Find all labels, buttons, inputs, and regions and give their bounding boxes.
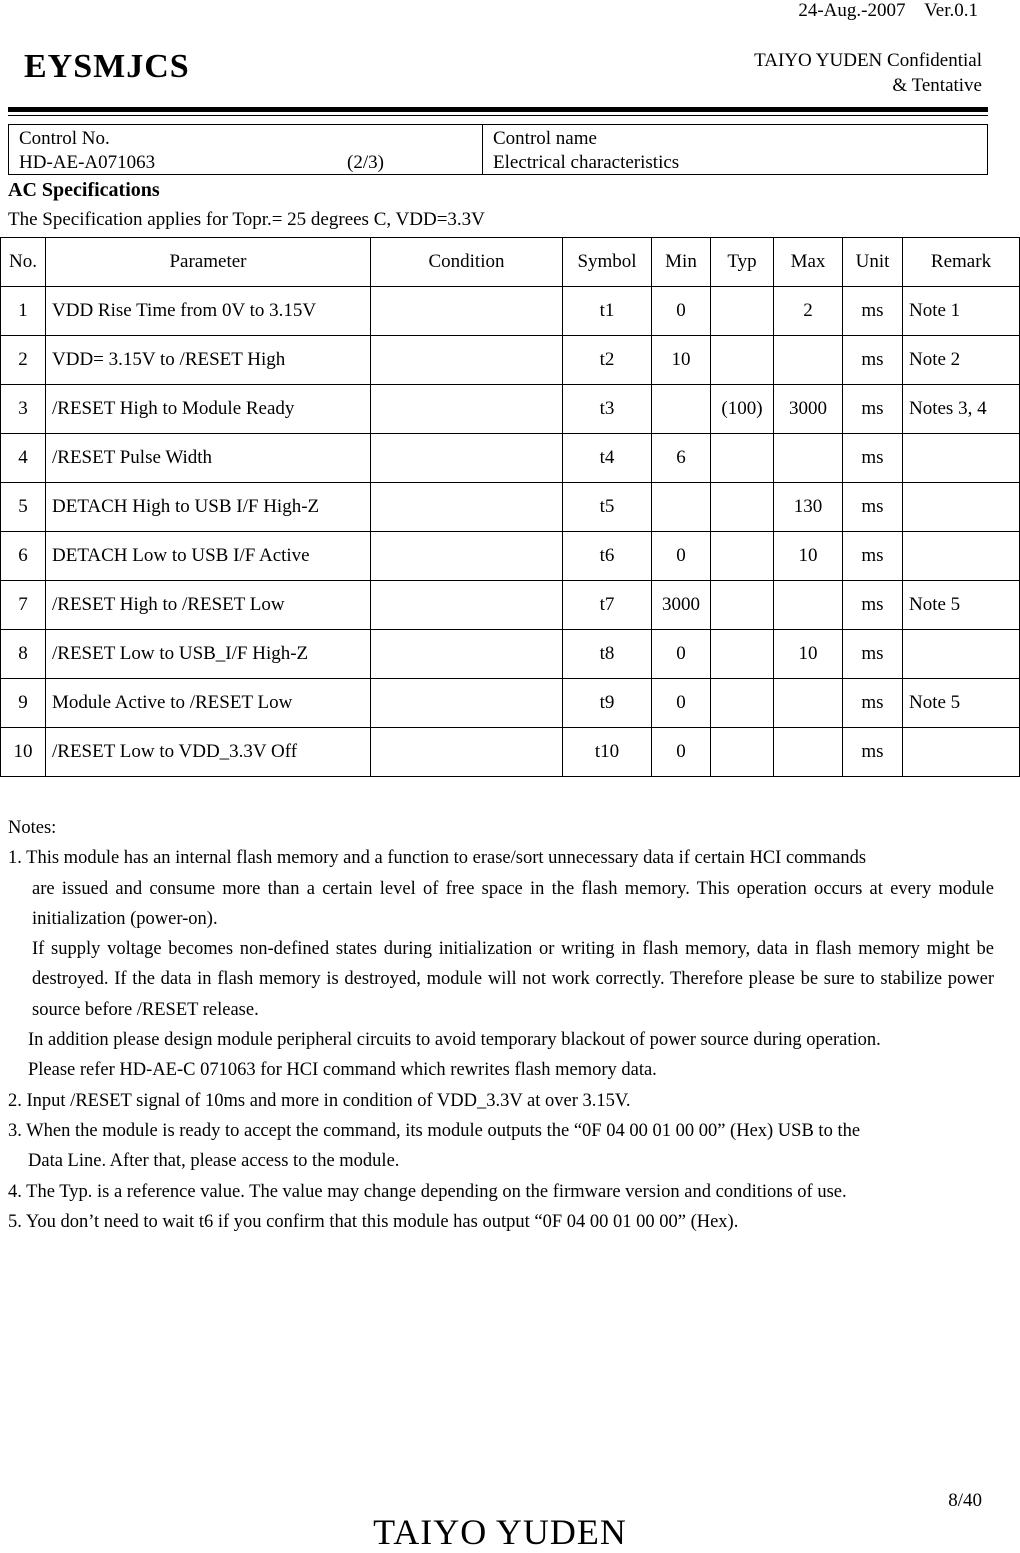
cell-condition (371, 581, 563, 630)
notes-section (8, 813, 994, 1237)
cell-condition (371, 385, 563, 434)
table-row (1, 385, 1020, 434)
confidential-line-2: & Tentative (892, 75, 982, 96)
header-unit: Unit (843, 238, 903, 287)
table-row (1, 483, 1020, 532)
cell-remark: Note 2 (903, 336, 1020, 385)
section-condition: The Specification applies for Topr.= 25 degrees C, VDD=3.3V (8, 209, 485, 230)
cell-condition (371, 728, 563, 777)
cell-max: 10 (774, 630, 843, 679)
cell-parameter: /RESET Low to USB_I/F High-Z (46, 630, 371, 679)
note-1-para-1: are issued and consume more than a certain level of free space in the flash memory. This operation occurs at every module initialization (power-on). (32, 878, 994, 929)
cell-symbol: t7 (563, 581, 652, 630)
cell-min: 3000 (652, 581, 711, 630)
confidential-notice (754, 48, 982, 98)
cell-unit: ms (843, 287, 903, 336)
note-3-line-1: 3. When the module is ready to accept the command, its module outputs the “0F 04 00 01 00 00” (Hex) USB to the (8, 1120, 861, 1141)
note-1-line-1: 1. This module has an internal flash memory and a function to erase/sort unnecessary data if certain HCI commands (8, 848, 867, 869)
cell-unit: ms (843, 434, 903, 483)
cell-unit: ms (843, 385, 903, 434)
cell-condition (371, 336, 563, 385)
document-date-version (798, 0, 978, 22)
cell-remark: Note 1 (903, 287, 1020, 336)
cell-no: 3 (1, 385, 46, 434)
cell-condition (371, 287, 563, 336)
cell-parameter: Module Active to /RESET Low (46, 679, 371, 728)
note-1-para-3: In addition please design module peripheral circuits to avoid temporary blackout of power source during operation. (28, 1030, 881, 1051)
cell-parameter: /RESET Pulse Width (46, 434, 371, 483)
cell-typ (711, 532, 774, 581)
cell-remark (903, 483, 1020, 532)
table-row (1, 581, 1020, 630)
cell-condition (371, 679, 563, 728)
table-header-row (1, 238, 1020, 287)
document-date: 24-Aug.-2007 (798, 0, 906, 21)
header-condition: Condition (371, 238, 563, 287)
page-number: 8/40 (948, 1490, 982, 1511)
header-remark: Remark (903, 238, 1020, 287)
header-rule-thin (8, 115, 988, 116)
note-2: 2. Input /RESET signal of 10ms and more in condition of VDD_3.3V at over 3.15V. (8, 1090, 631, 1111)
control-name-value: Electrical characteristics (493, 152, 680, 173)
cell-max (774, 679, 843, 728)
cell-parameter: /RESET High to Module Ready (46, 385, 371, 434)
cell-no: 7 (1, 581, 46, 630)
table-row (1, 679, 1020, 728)
cell-no: 6 (1, 532, 46, 581)
cell-typ (711, 483, 774, 532)
cell-unit: ms (843, 532, 903, 581)
cell-symbol: t2 (563, 336, 652, 385)
cell-min: 0 (652, 287, 711, 336)
cell-no: 5 (1, 483, 46, 532)
cell-condition (371, 630, 563, 679)
cell-parameter: DETACH Low to USB I/F Active (46, 532, 371, 581)
cell-max: 10 (774, 532, 843, 581)
notes-title: Notes: (8, 818, 57, 838)
cell-unit: ms (843, 483, 903, 532)
control-number-label: Control No. (19, 128, 110, 149)
cell-min (652, 385, 711, 434)
table-row (1, 630, 1020, 679)
header-rule-thick (8, 107, 988, 112)
cell-remark: Note 5 (903, 679, 1020, 728)
table-row (1, 287, 1020, 336)
cell-typ (711, 581, 774, 630)
footer-company: TAIYO YUDEN (373, 1512, 627, 1552)
cell-min: 0 (652, 630, 711, 679)
cell-remark (903, 630, 1020, 679)
cell-parameter: VDD Rise Time from 0V to 3.15V (46, 287, 371, 336)
cell-typ (711, 679, 774, 728)
cell-max (774, 728, 843, 777)
section-title: AC Specifications (8, 179, 160, 201)
control-number-cell (9, 125, 483, 174)
cell-remark: Notes 3, 4 (903, 385, 1020, 434)
cell-remark: Note 5 (903, 581, 1020, 630)
cell-typ (711, 336, 774, 385)
cell-unit: ms (843, 679, 903, 728)
control-box (8, 124, 988, 175)
note-1-para-2: If supply voltage becomes non-defined states during initialization or writing in flash memory, data in flash memory might be destroyed. If the data in flash memory is destroyed, module will not work correctly. Therefore please be sure to stabilize power source before /RESET release. (32, 939, 994, 1020)
cell-max: 130 (774, 483, 843, 532)
header-min: Min (652, 238, 711, 287)
control-name-cell (483, 125, 988, 174)
cell-max (774, 434, 843, 483)
cell-remark (903, 532, 1020, 581)
cell-symbol: t1 (563, 287, 652, 336)
control-number-value: HD-AE-A071063 (19, 152, 156, 173)
cell-condition (371, 532, 563, 581)
cell-parameter: /RESET High to /RESET Low (46, 581, 371, 630)
confidential-line-1: TAIYO YUDEN Confidential (754, 50, 982, 71)
cell-parameter: VDD= 3.15V to /RESET High (46, 336, 371, 385)
cell-min: 10 (652, 336, 711, 385)
cell-remark (903, 434, 1020, 483)
cell-parameter: /RESET Low to VDD_3.3V Off (46, 728, 371, 777)
document-version: Ver.0.1 (924, 0, 978, 21)
cell-typ (711, 434, 774, 483)
cell-no: 9 (1, 679, 46, 728)
note-4: 4. The Typ. is a reference value. The value may change depending on the firmware version and conditions of use. (8, 1181, 847, 1202)
cell-unit: ms (843, 630, 903, 679)
cell-min: 0 (652, 728, 711, 777)
cell-min: 0 (652, 532, 711, 581)
cell-typ (711, 630, 774, 679)
table-row (1, 728, 1020, 777)
header-typ: Typ (711, 238, 774, 287)
cell-typ (711, 287, 774, 336)
cell-typ (711, 728, 774, 777)
cell-symbol: t6 (563, 532, 652, 581)
cell-symbol: t4 (563, 434, 652, 483)
cell-no: 4 (1, 434, 46, 483)
cell-symbol: t8 (563, 630, 652, 679)
cell-symbol: t9 (563, 679, 652, 728)
table-row (1, 434, 1020, 483)
cell-symbol: t10 (563, 728, 652, 777)
header-parameter: Parameter (46, 238, 371, 287)
cell-typ: (100) (711, 385, 774, 434)
cell-max (774, 581, 843, 630)
cell-unit: ms (843, 336, 903, 385)
cell-parameter: DETACH High to USB I/F High-Z (46, 483, 371, 532)
control-name-label: Control name (493, 128, 597, 149)
note-5: 5. You don’t need to wait t6 if you confirm that this module has output “0F 04 00 01 00 00” (Hex). (8, 1211, 739, 1232)
cell-condition (371, 483, 563, 532)
note-1-para-4: Please refer HD-AE-C 071063 for HCI command which rewrites flash memory data. (28, 1060, 657, 1081)
note-3-line-2: Data Line. After that, please access to the module. (28, 1151, 400, 1172)
cell-symbol: t5 (563, 483, 652, 532)
cell-min: 6 (652, 434, 711, 483)
cell-remark (903, 728, 1020, 777)
cell-min: 0 (652, 679, 711, 728)
cell-max (774, 336, 843, 385)
table-row (1, 336, 1020, 385)
cell-max: 2 (774, 287, 843, 336)
cell-no: 10 (1, 728, 46, 777)
cell-no: 1 (1, 287, 46, 336)
header-symbol: Symbol (563, 238, 652, 287)
cell-max: 3000 (774, 385, 843, 434)
ac-spec-table (0, 237, 1020, 777)
table-row (1, 532, 1020, 581)
header-max: Max (774, 238, 843, 287)
cell-no: 2 (1, 336, 46, 385)
header-no: No. (1, 238, 46, 287)
cell-symbol: t3 (563, 385, 652, 434)
cell-unit: ms (843, 728, 903, 777)
cell-no: 8 (1, 630, 46, 679)
control-page-indicator: (2/3) (347, 152, 384, 173)
cell-min (652, 483, 711, 532)
cell-condition (371, 434, 563, 483)
company-logo: EYSMJCS (24, 48, 190, 85)
cell-unit: ms (843, 581, 903, 630)
